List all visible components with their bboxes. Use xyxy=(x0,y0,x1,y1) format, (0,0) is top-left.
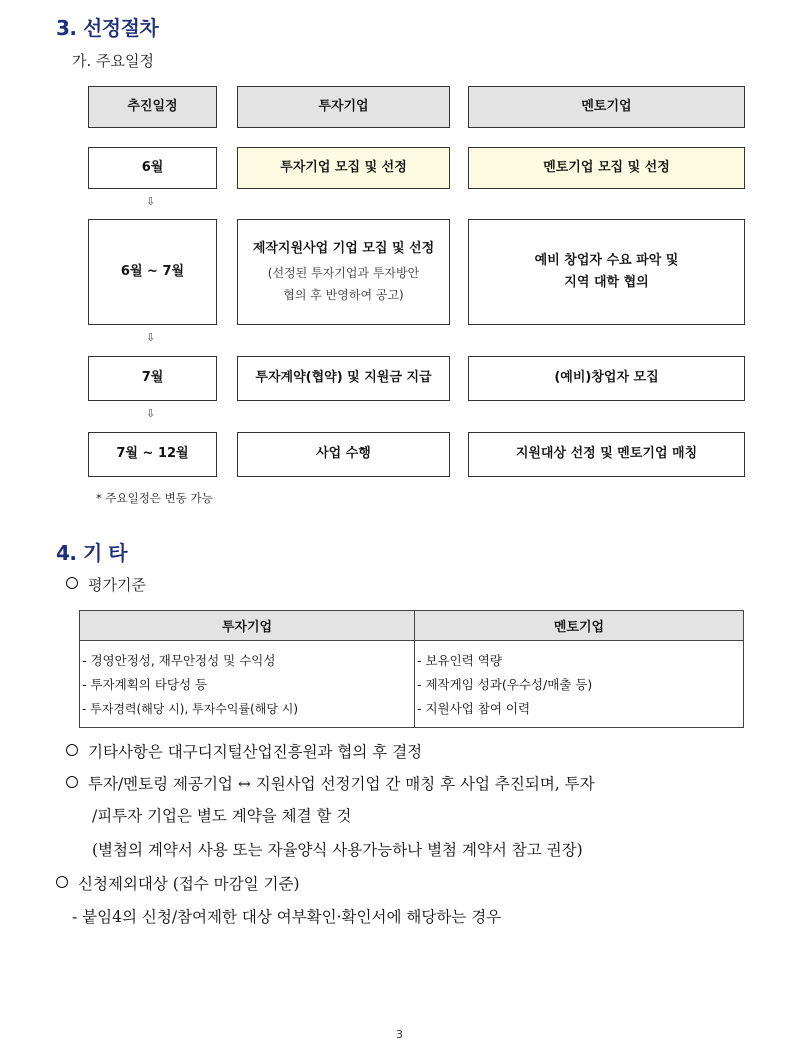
list-item: - 투자계획의 타당성 등 xyxy=(82,677,208,692)
section-4-title: 4. 기 타 xyxy=(56,541,128,565)
mentor-cell-line: 지역 대학 협의 xyxy=(564,275,649,290)
investor-cell xyxy=(237,219,450,325)
exclusion-item: - 붙임4의 신청/참여제한 대상 여부확인·확인서에 해당하는 경우 xyxy=(72,908,502,926)
down-arrow-icon: ⇩ xyxy=(146,331,156,344)
schedule-note: * 주요일정은 변동 가능 xyxy=(96,491,213,505)
list-item: - 투자경력(해당 시), 투자수익률(해당 시) xyxy=(82,702,299,716)
other-item-2 xyxy=(66,772,595,794)
criteria-title: 평가기준 xyxy=(88,576,146,594)
header-schedule: 추진일정 xyxy=(88,86,217,128)
header-mentor: 멘토기업 xyxy=(468,86,745,128)
other-item-1-text: 기타사항은 대구디지털산업진흥원과 협의 후 결정 xyxy=(88,743,423,761)
schedule-cell: 6월 xyxy=(88,147,217,189)
other-item-1 xyxy=(66,740,422,762)
eval-header-investor: 투자기업 xyxy=(80,611,415,641)
down-arrow-icon: ⇩ xyxy=(146,195,156,208)
list-item: - 제작게임 성과(우수성/매출 등) xyxy=(417,677,593,692)
exclusion-heading xyxy=(56,872,300,894)
schedule-cell: 7월 xyxy=(88,356,217,401)
investor-cell-sub: (선정된 투자기업과 투자방안 xyxy=(267,265,420,280)
investor-cell: 사업 수행 xyxy=(237,432,450,477)
page-number: 3 xyxy=(396,1028,403,1041)
list-item: - 보유인력 역량 xyxy=(417,653,502,668)
investor-cell: 투자기업 모집 및 선정 xyxy=(237,147,450,189)
investor-criteria-cell xyxy=(80,641,415,728)
evaluation-table xyxy=(79,610,744,728)
exclusion-title: 신청제외대상 (접수 마감일 기준) xyxy=(78,875,300,893)
other-item-2-text: 투자/멘토링 제공기업 ↔ 지원사업 선정기업 간 매칭 후 사업 추진되며, 투자 xyxy=(88,775,595,793)
circle-bullet-icon xyxy=(66,744,78,756)
section-3-title: 3. 선정절차 xyxy=(56,16,159,40)
investor-cell-sub: 협의 후 반영하여 공고) xyxy=(283,288,404,303)
criteria-heading xyxy=(66,574,146,595)
mentor-criteria-cell xyxy=(415,641,744,728)
mentor-cell: 지원대상 선정 및 멘토기업 매칭 xyxy=(468,432,745,477)
other-item-2-continued: /피투자 기업은 별도 계약을 체결 할 것 xyxy=(92,807,352,825)
schedule-cell: 6월 ~ 7월 xyxy=(88,219,217,325)
other-item-2-note: (별첨의 계약서 사용 또는 자율양식 사용가능하나 별첨 계약서 참고 권장) xyxy=(92,841,583,859)
investor-cell-main: 제작지원사업 기업 모집 및 선정 xyxy=(252,240,435,256)
schedule-subtitle: 가. 주요일정 xyxy=(72,52,154,70)
eval-header-mentor: 멘토기업 xyxy=(415,611,744,641)
mentor-cell xyxy=(468,219,745,325)
schedule-cell: 7월 ~ 12월 xyxy=(88,432,217,477)
investor-cell: 투자계약(협약) 및 지원금 지급 xyxy=(237,356,450,401)
list-item: - 지원사업 참여 이력 xyxy=(417,701,531,716)
header-investor: 투자기업 xyxy=(237,86,450,128)
mentor-cell: (예비)창업자 모집 xyxy=(468,356,745,401)
mentor-cell: 멘토기업 모집 및 선정 xyxy=(468,147,745,189)
mentor-cell-line: 예비 창업자 수요 파악 및 xyxy=(534,252,679,268)
circle-bullet-icon xyxy=(56,876,68,888)
circle-bullet-icon xyxy=(66,577,78,589)
down-arrow-icon: ⇩ xyxy=(146,407,156,420)
list-item: - 경영안정성, 재무안정성 및 수익성 xyxy=(82,653,276,668)
circle-bullet-icon xyxy=(66,776,78,788)
